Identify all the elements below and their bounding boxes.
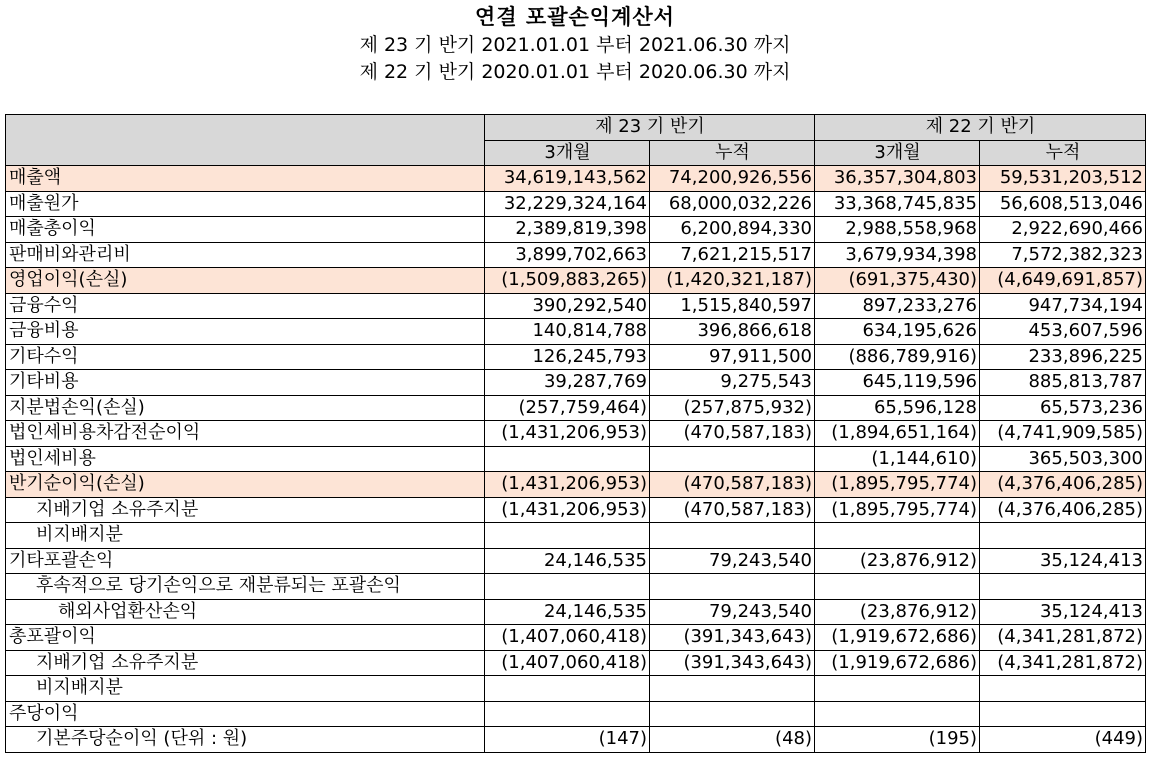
period-prior: 제 22 기 반기 2020.01.01 부터 2020.06.30 까지 [359,61,791,83]
row-value: 97,911,500 [650,344,815,370]
table-row [6,268,1146,294]
row-label: 주당이익 [6,701,485,727]
row-label: 매출총이익 [6,217,485,243]
row-value: (257,875,932) [650,395,815,421]
row-value: 2,389,819,398 [485,217,650,243]
row-value [980,574,1146,600]
row-value: (1,144,610) [815,446,980,472]
row-value [980,701,1146,727]
row-value: 36,357,304,803 [815,166,980,192]
row-value [815,701,980,727]
row-value [485,701,650,727]
table-row [6,446,1146,472]
header-current-3months: 3개월 [485,140,650,166]
row-value: 947,734,194 [980,293,1146,319]
row-value: 24,146,535 [485,548,650,574]
row-value: 79,243,540 [650,599,815,625]
row-value: 634,195,626 [815,319,980,345]
row-label: 매출액 [6,166,485,192]
row-label: 영업이익(손실) [6,268,485,294]
table-row [6,727,1146,753]
row-label: 기본주당순이익 (단위 : 원) [6,727,485,753]
row-value: 897,233,276 [815,293,980,319]
row-value: 34,619,143,562 [485,166,650,192]
row-value [650,446,815,472]
table-row [6,242,1146,268]
row-value: (4,341,281,872) [980,650,1146,676]
row-value: 9,275,543 [650,370,815,396]
row-value: (1,895,795,774) [815,472,980,498]
table-row [6,217,1146,243]
row-value: 7,572,382,323 [980,242,1146,268]
row-label: 판매비와관리비 [6,242,485,268]
table-row [6,548,1146,574]
row-value: (1,431,206,953) [485,472,650,498]
row-value [650,523,815,549]
row-value: (4,741,909,585) [980,421,1146,447]
row-value: (4,376,406,285) [980,497,1146,523]
row-value: 33,368,745,835 [815,191,980,217]
document-title: 연결 포괄손익계산서 [475,5,675,29]
row-value: (886,789,916) [815,344,980,370]
row-value: (23,876,912) [815,599,980,625]
row-value: (4,376,406,285) [980,472,1146,498]
table-row [6,293,1146,319]
row-value: (470,587,183) [650,472,815,498]
row-value: 65,596,128 [815,395,980,421]
table-row [6,472,1146,498]
row-label: 비지배지분 [6,676,485,702]
row-value: (1,509,883,265) [485,268,650,294]
row-value [485,446,650,472]
row-value: 39,287,769 [485,370,650,396]
row-value: 140,814,788 [485,319,650,345]
row-value [815,523,980,549]
income-statement-table [5,114,1146,753]
header-prior-cumulative: 누적 [980,140,1146,166]
row-value: (470,587,183) [650,421,815,447]
row-value [650,574,815,600]
row-value: 68,000,032,226 [650,191,815,217]
row-value: 645,119,596 [815,370,980,396]
row-value: (1,919,672,686) [815,650,980,676]
row-value: (1,431,206,953) [485,421,650,447]
row-value: (391,343,643) [650,625,815,651]
row-label: 매출원가 [6,191,485,217]
row-label: 기타포괄손익 [6,548,485,574]
row-value [980,676,1146,702]
row-value: 65,573,236 [980,395,1146,421]
row-value: (257,759,464) [485,395,650,421]
row-value: (1,407,060,418) [485,650,650,676]
row-label: 지배기업 소유주지분 [6,650,485,676]
row-label: 해외사업환산손익 [6,599,485,625]
table-row [6,344,1146,370]
row-label: 후속적으로 당기손익으로 재분류되는 포괄손익 [6,574,485,600]
row-value: 6,200,894,330 [650,217,815,243]
header-row-periods [6,115,1146,141]
row-value: 1,515,840,597 [650,293,815,319]
row-value [650,701,815,727]
row-value: 56,608,513,046 [980,191,1146,217]
row-label: 법인세비용차감전순이익 [6,421,485,447]
row-label: 지분법손익(손실) [6,395,485,421]
row-value [815,574,980,600]
row-label: 반기순이익(손실) [6,472,485,498]
row-value: (1,919,672,686) [815,625,980,651]
row-value: (391,343,643) [650,650,815,676]
row-value: 2,988,558,968 [815,217,980,243]
header-prior-3months: 3개월 [815,140,980,166]
row-value: 453,607,596 [980,319,1146,345]
header-blank-cell [6,115,485,166]
row-value [815,676,980,702]
row-value: 24,146,535 [485,599,650,625]
table-row [6,191,1146,217]
header-current-cumulative: 누적 [650,140,815,166]
row-label: 지배기업 소유주지분 [6,497,485,523]
table-row [6,523,1146,549]
row-value: 79,243,540 [650,548,815,574]
table-row [6,599,1146,625]
table-row [6,574,1146,600]
row-value [650,676,815,702]
row-value: (147) [485,727,650,753]
table-row [6,650,1146,676]
row-label: 비지배지분 [6,523,485,549]
table-row [6,676,1146,702]
row-value: 390,292,540 [485,293,650,319]
row-value: (449) [980,727,1146,753]
table-row [6,701,1146,727]
row-value: 396,866,618 [650,319,815,345]
row-label: 법인세비용 [6,446,485,472]
row-value: 2,922,690,466 [980,217,1146,243]
row-value: (4,341,281,872) [980,625,1146,651]
row-value: (470,587,183) [650,497,815,523]
row-value: 32,229,324,164 [485,191,650,217]
header-period-current: 제 23 기 반기 [485,115,815,141]
row-value: 35,124,413 [980,599,1146,625]
row-label: 총포괄이익 [6,625,485,651]
period-current: 제 23 기 반기 2021.01.01 부터 2021.06.30 까지 [359,34,791,56]
row-value: 7,621,215,517 [650,242,815,268]
row-value: (691,375,430) [815,268,980,294]
row-value: (1,894,651,164) [815,421,980,447]
row-label: 기타비용 [6,370,485,396]
row-value: (4,649,691,857) [980,268,1146,294]
table-row [6,625,1146,651]
row-value: (23,876,912) [815,548,980,574]
row-value: (195) [815,727,980,753]
row-value: (1,431,206,953) [485,497,650,523]
row-value: (48) [650,727,815,753]
row-value: (1,895,795,774) [815,497,980,523]
row-value [485,574,650,600]
row-label: 기타수익 [6,344,485,370]
row-value: 365,503,300 [980,446,1146,472]
table-row [6,421,1146,447]
row-value: 3,679,934,398 [815,242,980,268]
row-value: 3,899,702,663 [485,242,650,268]
row-label: 금융수익 [6,293,485,319]
row-value [980,523,1146,549]
table-row [6,319,1146,345]
table-row [6,395,1146,421]
row-value: 126,245,793 [485,344,650,370]
row-value: 233,896,225 [980,344,1146,370]
header-period-prior: 제 22 기 반기 [815,115,1146,141]
row-value: 885,813,787 [980,370,1146,396]
row-value [485,676,650,702]
row-value [485,523,650,549]
row-value: (1,420,321,187) [650,268,815,294]
table-row [6,370,1146,396]
row-value: 59,531,203,512 [980,166,1146,192]
table-row [6,166,1146,192]
table-row [6,497,1146,523]
row-label: 금융비용 [6,319,485,345]
row-value: 35,124,413 [980,548,1146,574]
row-value: (1,407,060,418) [485,625,650,651]
row-value: 74,200,926,556 [650,166,815,192]
